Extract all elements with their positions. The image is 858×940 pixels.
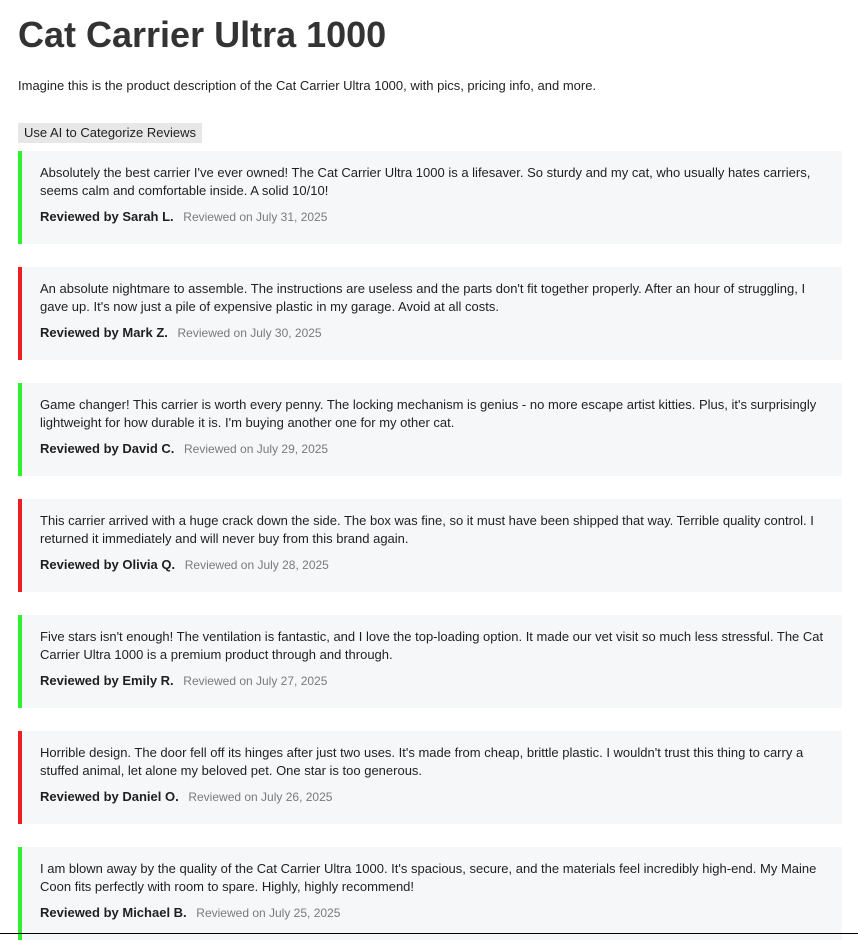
review-card xyxy=(18,383,842,476)
reviewer-name: Reviewed by Emily R. xyxy=(40,673,174,688)
review-date: Reviewed on July 30, 2025 xyxy=(177,326,322,340)
review-meta xyxy=(40,904,824,922)
sentiment-indicator xyxy=(18,847,22,940)
sentiment-indicator xyxy=(18,151,22,244)
review-date: Reviewed on July 29, 2025 xyxy=(184,442,329,456)
review-card xyxy=(18,731,842,824)
review-meta xyxy=(40,788,824,806)
review-text: An absolute nightmare to assemble. The instructions are useless and the parts don't fit together properly. After an hour of struggling, I gave up. It's now just a pile of expensive plastic in my garage. Avoid at all costs. xyxy=(40,281,806,314)
reviewer-name: Reviewed by Michael B. xyxy=(40,905,187,920)
review-text: Absolutely the best carrier I've ever owned! The Cat Carrier Ultra 1000 is a lifesaver. So sturdy and my cat, who usually hates carriers, seems calm and comfortable inside. A solid 10/10! xyxy=(40,165,811,198)
review-list xyxy=(18,151,842,940)
review-date: Reviewed on July 28, 2025 xyxy=(184,558,329,572)
sentiment-indicator xyxy=(18,267,22,360)
reviewer-name: Reviewed by Mark Z. xyxy=(40,325,168,340)
sentiment-indicator xyxy=(18,731,22,824)
page-title: Cat Carrier Ultra 1000 xyxy=(18,14,387,55)
reviewer-name: Reviewed by Daniel O. xyxy=(40,789,179,804)
product-description: Imagine this is the product description of the Cat Carrier Ultra 1000, with pics, pricing info, and more. xyxy=(18,78,597,93)
review-meta xyxy=(40,440,824,458)
review-card xyxy=(18,847,842,940)
reviewer-name: Reviewed by Olivia Q. xyxy=(40,557,176,572)
review-meta xyxy=(40,672,824,690)
review-card xyxy=(18,151,842,244)
review-meta xyxy=(40,324,824,342)
review-text: Game changer! This carrier is worth every penny. The locking mechanism is genius - no more escape artist kitties. Plus, it's surprisingly lightweight for how durable it is. I'm buying another one for my other cat. xyxy=(40,397,817,430)
review-card xyxy=(18,615,842,708)
review-date: Reviewed on July 26, 2025 xyxy=(188,790,333,804)
sentiment-indicator xyxy=(18,383,22,476)
reviewer-name: Reviewed by David C. xyxy=(40,441,175,456)
review-text: This carrier arrived with a huge crack down the side. The box was fine, so it must have been shipped that way. Terrible quality control. I returned it immediately and will never buy from this brand again. xyxy=(40,513,814,546)
sentiment-indicator xyxy=(18,499,22,592)
review-date: Reviewed on July 25, 2025 xyxy=(196,906,341,920)
review-date: Reviewed on July 31, 2025 xyxy=(183,210,328,224)
reviewer-name: Reviewed by Sarah L. xyxy=(40,209,174,224)
sentiment-indicator xyxy=(18,615,22,708)
review-card xyxy=(18,499,842,592)
review-text: Five stars isn't enough! The ventilation is fantastic, and I love the top-loading option. It made our vet visit so much less stressful. The Cat Carrier Ultra 1000 is a premium product through and through. xyxy=(40,629,824,662)
categorize-reviews-button[interactable]: Use AI to Categorize Reviews xyxy=(18,123,202,143)
review-text: I am blown away by the quality of the Cat Carrier Ultra 1000. It's spacious, secure, and the materials feel incredibly high-end. My Maine Coon fits perfectly with room to spare. Highly, highly recommend! xyxy=(40,861,817,894)
review-text: Horrible design. The door fell off its hinges after just two uses. It's made from cheap, brittle plastic. I wouldn't trust this thing to carry a stuffed animal, let alone my beloved pet. One star is too generous. xyxy=(40,745,804,778)
review-card xyxy=(18,267,842,360)
review-meta xyxy=(40,208,824,226)
review-meta xyxy=(40,556,824,574)
review-date: Reviewed on July 27, 2025 xyxy=(183,674,328,688)
